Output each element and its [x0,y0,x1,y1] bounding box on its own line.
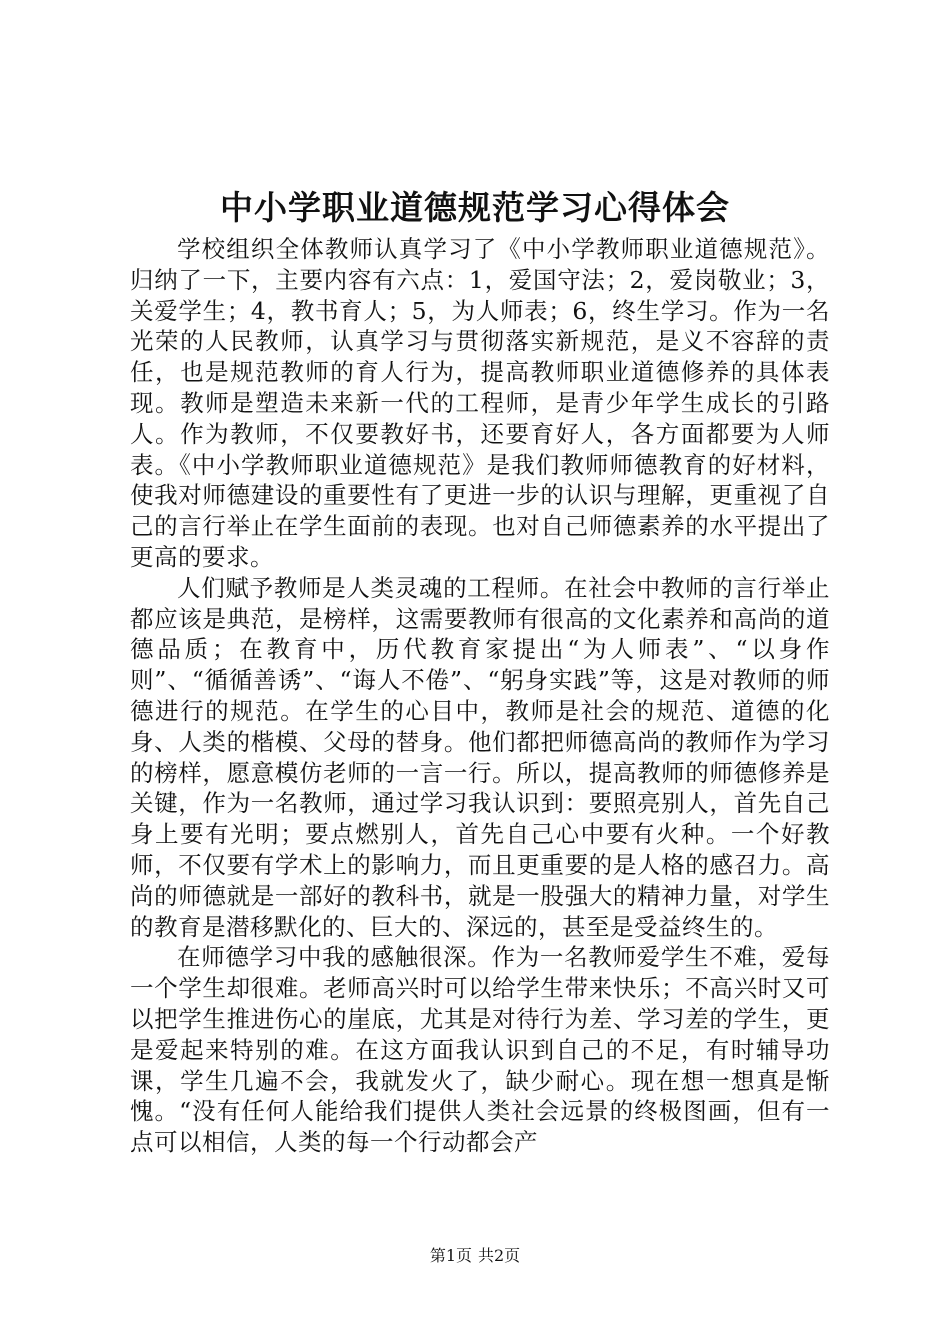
paragraph-2: 人们赋予教师是人类灵魂的工程师。在社会中教师的言行举止都应该是典范，是榜样，这需要教师有很高的文化素养和高尚的道德品质；在教育中，历代教育家提出“为人师表”、“以身作则”、“循循善诱”、“诲人不倦”、“躬身实践”等，这是对教师的师德进行的规范。在学生的心目中，教师是社会的规范、道德的化身、人类的楷模、父母的替身。他们都把师德高尚的教师作为学习的榜样，愿意模仿老师的一言一行。所以，提高教师的师德修养是关键，作为一名教师，通过学习我认识到：要照亮别人，首先自己身上要有光明；要点燃别人，首先自己心中要有火种。一个好教师，不仅要有学术上的影响力，而且更重要的是人格的感召力。高尚的师德就是一部好的教科书，就是一股强大的精神力量，对学生的教育是潜移默化的、巨大的、深远的，甚至是受益终生的。 [130,573,830,941]
page-number: 第1页 [429,1246,472,1265]
paragraph-3: 在师德学习中我的感触很深。作为一名教师爱学生不难，爱每一个学生却很难。老师高兴时可以给学生带来快乐；不高兴时又可以把学生推进伤心的崖底，尤其是对待行为差、学习差的学生，更是爱起来特别的难。在这方面我认识到自己的不足，有时辅导功课，学生几遍不会，我就发火了，缺少耐心。现在想一想真是惭愧。“没有任何人能给我们提供人类社会远景的终极图画，但有一点可以相信，人类的每一个行动都会产 [130,943,830,1157]
page-footer [0,1245,950,1267]
paragraph-1: 学校组织全体教师认真学习了《中小学教师职业道德规范》。归纳了一下，主要内容有六点：1，爱国守法；2，爱岗敬业；3，关爱学生；4，教书育人；5，为人师表；6，终生学习。作为一名光荣的人民教师，认真学习与贯彻落实新规范，是义不容辞的责任，也是规范教师的育人行为，提高教师职业道德修养的具体表现。教师是塑造未来新一代的工程师，是青少年学生成长的引路人。作为教师，不仅要教好书，还要育好人，各方面都要为人师表。《中小学教师职业道德规范》是我们教师师德教育的好材料，使我对师德建设的重要性有了更进一步的认识与理解，更重视了自己的言行举止在学生面前的表现。也对自己师德素养的水平提出了更高的要求。 [130,235,830,571]
document-title: 中小学职业道德规范学习心得体会 [220,188,730,227]
page-total: 共2页 [478,1246,521,1265]
document-body [130,234,830,1158]
